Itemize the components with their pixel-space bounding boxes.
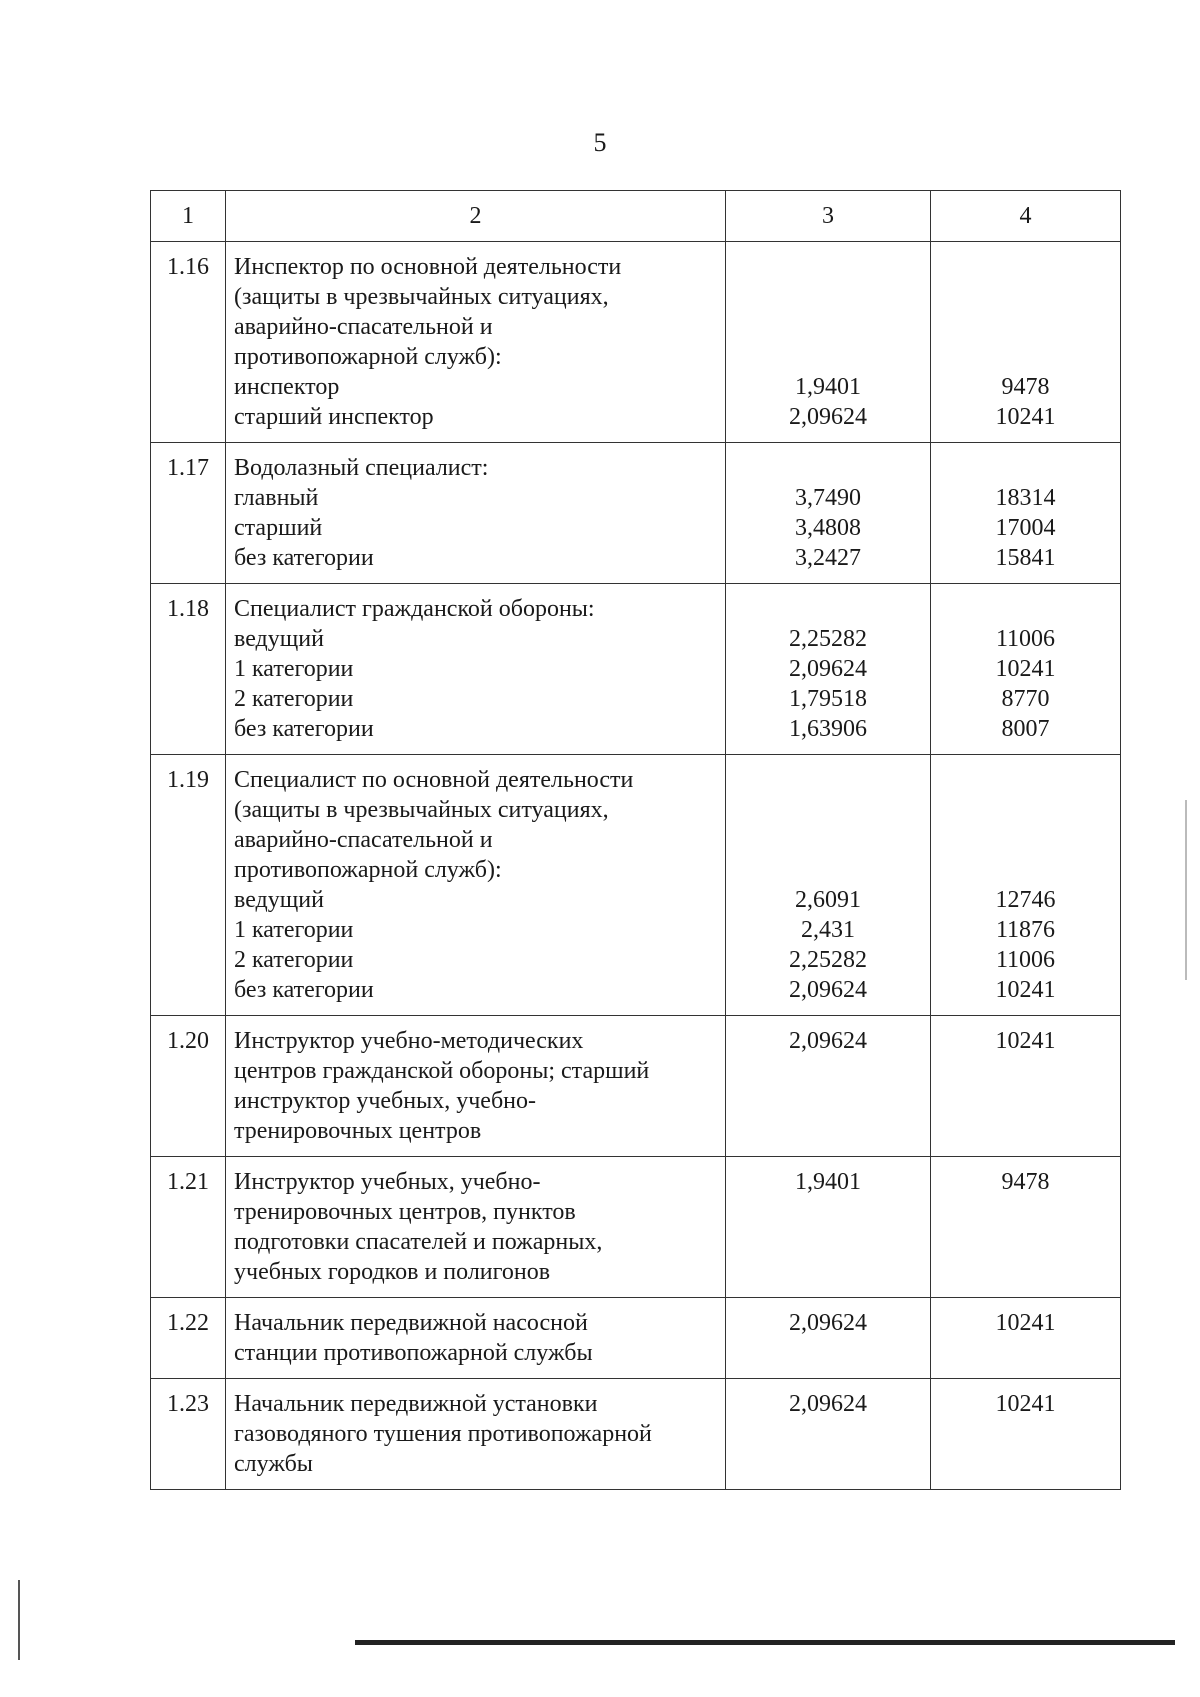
description-line: Водолазный специалист: (234, 455, 489, 481)
salary-value: 9478 (1001, 374, 1050, 400)
coefficient-value: 2,09624 (789, 977, 867, 1003)
description-line: (защиты в чрезвычайных ситуациях, (234, 797, 609, 823)
description-line: противопожарной служб): (234, 857, 502, 883)
coefficient-value: 3,4808 (795, 515, 861, 541)
coefficient-value-cell (726, 443, 931, 584)
description-line: газоводяного тушения противопожарной (234, 1421, 652, 1447)
row-number: 1.20 (151, 1016, 226, 1157)
salary-value: 18314 (995, 485, 1056, 511)
page-number: 5 (593, 128, 607, 157)
salary-value: 11006 (995, 626, 1056, 652)
description-line: подготовки спасателей и пожарных, (234, 1229, 603, 1255)
coefficient-value-cell (726, 1157, 931, 1298)
description-line: Специалист гражданской обороны: (234, 596, 595, 622)
salary-value: 10241 (995, 1391, 1056, 1417)
salary-value: 10241 (995, 1028, 1056, 1054)
description-line: инструктор учебных, учебно- (234, 1088, 536, 1114)
salary-value: 17004 (995, 515, 1056, 541)
position-description (226, 443, 726, 584)
value-offset (931, 252, 1120, 372)
scan-edge-mark-right (1185, 800, 1187, 980)
coefficient-value-cell (726, 1016, 931, 1157)
salary-value: 11006 (995, 947, 1056, 973)
row-number: 1.23 (151, 1379, 226, 1490)
description-line: 2 категории (234, 686, 354, 712)
coefficient-value: 1,9401 (795, 374, 861, 400)
coefficient-value: 2,09624 (789, 1391, 867, 1417)
table-row (151, 584, 1121, 755)
salary-value: 8770 (1001, 686, 1050, 712)
description-line: старший инспектор (234, 404, 434, 430)
coefficient-value-cell (726, 584, 931, 755)
coefficient-value-cell (726, 1379, 931, 1490)
description-line: Инструктор учебно-методических (234, 1028, 584, 1054)
value-offset (726, 252, 930, 372)
coefficient-value: 2,09624 (789, 404, 867, 430)
header-col-1: 1 (151, 191, 226, 242)
table-header-row (151, 191, 1121, 242)
header-col-2: 2 (226, 191, 726, 242)
description-line: 1 категории (234, 917, 354, 943)
value-offset (726, 594, 930, 624)
bottom-rule (355, 1640, 1175, 1645)
description-line: инспектор (234, 374, 340, 400)
table-row (151, 1379, 1121, 1490)
salary-value-cell (931, 755, 1121, 1016)
salary-value: 8007 (1001, 716, 1050, 742)
description-line: (защиты в чрезвычайных ситуациях, (234, 284, 609, 310)
description-line: старший (234, 515, 323, 541)
position-description (226, 242, 726, 443)
description-line: без категории (234, 545, 374, 571)
table-body (151, 242, 1121, 1490)
salary-table (150, 190, 1121, 1490)
description-line: без категории (234, 716, 374, 742)
row-number: 1.17 (151, 443, 226, 584)
coefficient-value: 2,09624 (789, 656, 867, 682)
salary-value: 15841 (995, 545, 1056, 571)
coefficient-value: 2,09624 (789, 1028, 867, 1054)
description-line: без категории (234, 977, 374, 1003)
salary-value-cell (931, 242, 1121, 443)
coefficient-value: 1,63906 (789, 716, 867, 742)
coefficient-value: 2,09624 (789, 1310, 867, 1336)
description-line: Начальник передвижной установки (234, 1391, 598, 1417)
salary-value: 10241 (995, 977, 1056, 1003)
salary-value-cell (931, 584, 1121, 755)
header-col-3: 3 (726, 191, 931, 242)
salary-value: 9478 (1001, 1169, 1050, 1195)
coefficient-value: 2,431 (801, 917, 855, 943)
table-row (151, 1016, 1121, 1157)
coefficient-value-cell (726, 1298, 931, 1379)
salary-value: 12746 (995, 887, 1056, 913)
position-description (226, 1379, 726, 1490)
table-row (151, 755, 1121, 1016)
coefficient-value: 1,9401 (795, 1169, 861, 1195)
salary-value-cell (931, 1016, 1121, 1157)
salary-value: 10241 (995, 404, 1056, 430)
value-offset (726, 453, 930, 483)
salary-value-cell (931, 443, 1121, 584)
position-description (226, 755, 726, 1016)
coefficient-value: 2,25282 (789, 947, 867, 973)
salary-value-cell (931, 1298, 1121, 1379)
description-line: Начальник передвижной насосной (234, 1310, 588, 1336)
table-row (151, 443, 1121, 584)
table-row (151, 1157, 1121, 1298)
coefficient-value: 2,25282 (789, 626, 867, 652)
description-line: Специалист по основной деятельности (234, 767, 634, 793)
description-line: Инспектор по основной деятельности (234, 254, 622, 280)
position-description (226, 1016, 726, 1157)
table-row (151, 242, 1121, 443)
row-number: 1.21 (151, 1157, 226, 1298)
coefficient-value-cell (726, 755, 931, 1016)
table-row (151, 1298, 1121, 1379)
coefficient-value-cell (726, 242, 931, 443)
coefficient-value: 2,6091 (795, 887, 861, 913)
description-line: аварийно-спасательной и (234, 314, 493, 340)
description-line: тренировочных центров, пунктов (234, 1199, 576, 1225)
row-number: 1.16 (151, 242, 226, 443)
description-line: аварийно-спасательной и (234, 827, 493, 853)
description-line: станции противопожарной службы (234, 1340, 593, 1366)
salary-value: 11876 (995, 917, 1056, 943)
description-line: тренировочных центров (234, 1118, 482, 1144)
coefficient-value: 3,7490 (795, 485, 861, 511)
salary-value: 10241 (995, 1310, 1056, 1336)
row-number: 1.19 (151, 755, 226, 1016)
salary-value-cell (931, 1379, 1121, 1490)
description-line: службы (234, 1451, 313, 1477)
description-line: центров гражданской обороны; старший (234, 1058, 650, 1084)
description-line: Инструктор учебных, учебно- (234, 1169, 541, 1195)
header-col-4: 4 (931, 191, 1121, 242)
description-line: противопожарной служб): (234, 344, 502, 370)
coefficient-value: 1,79518 (789, 686, 867, 712)
description-line: учебных городков и полигонов (234, 1259, 551, 1285)
position-description (226, 584, 726, 755)
description-line: 1 категории (234, 656, 354, 682)
row-number: 1.22 (151, 1298, 226, 1379)
description-line: главный (234, 485, 319, 511)
salary-value-cell (931, 1157, 1121, 1298)
salary-value: 10241 (995, 656, 1056, 682)
position-description (226, 1157, 726, 1298)
coefficient-value: 3,2427 (795, 545, 861, 571)
value-offset (931, 594, 1120, 624)
description-line: ведущий (234, 626, 324, 652)
position-description (226, 1298, 726, 1379)
scan-edge-mark-left (18, 1580, 20, 1660)
description-line: 2 категории (234, 947, 354, 973)
value-offset (931, 453, 1120, 483)
description-line: ведущий (234, 887, 324, 913)
row-number: 1.18 (151, 584, 226, 755)
value-offset (931, 765, 1120, 885)
value-offset (726, 765, 930, 885)
